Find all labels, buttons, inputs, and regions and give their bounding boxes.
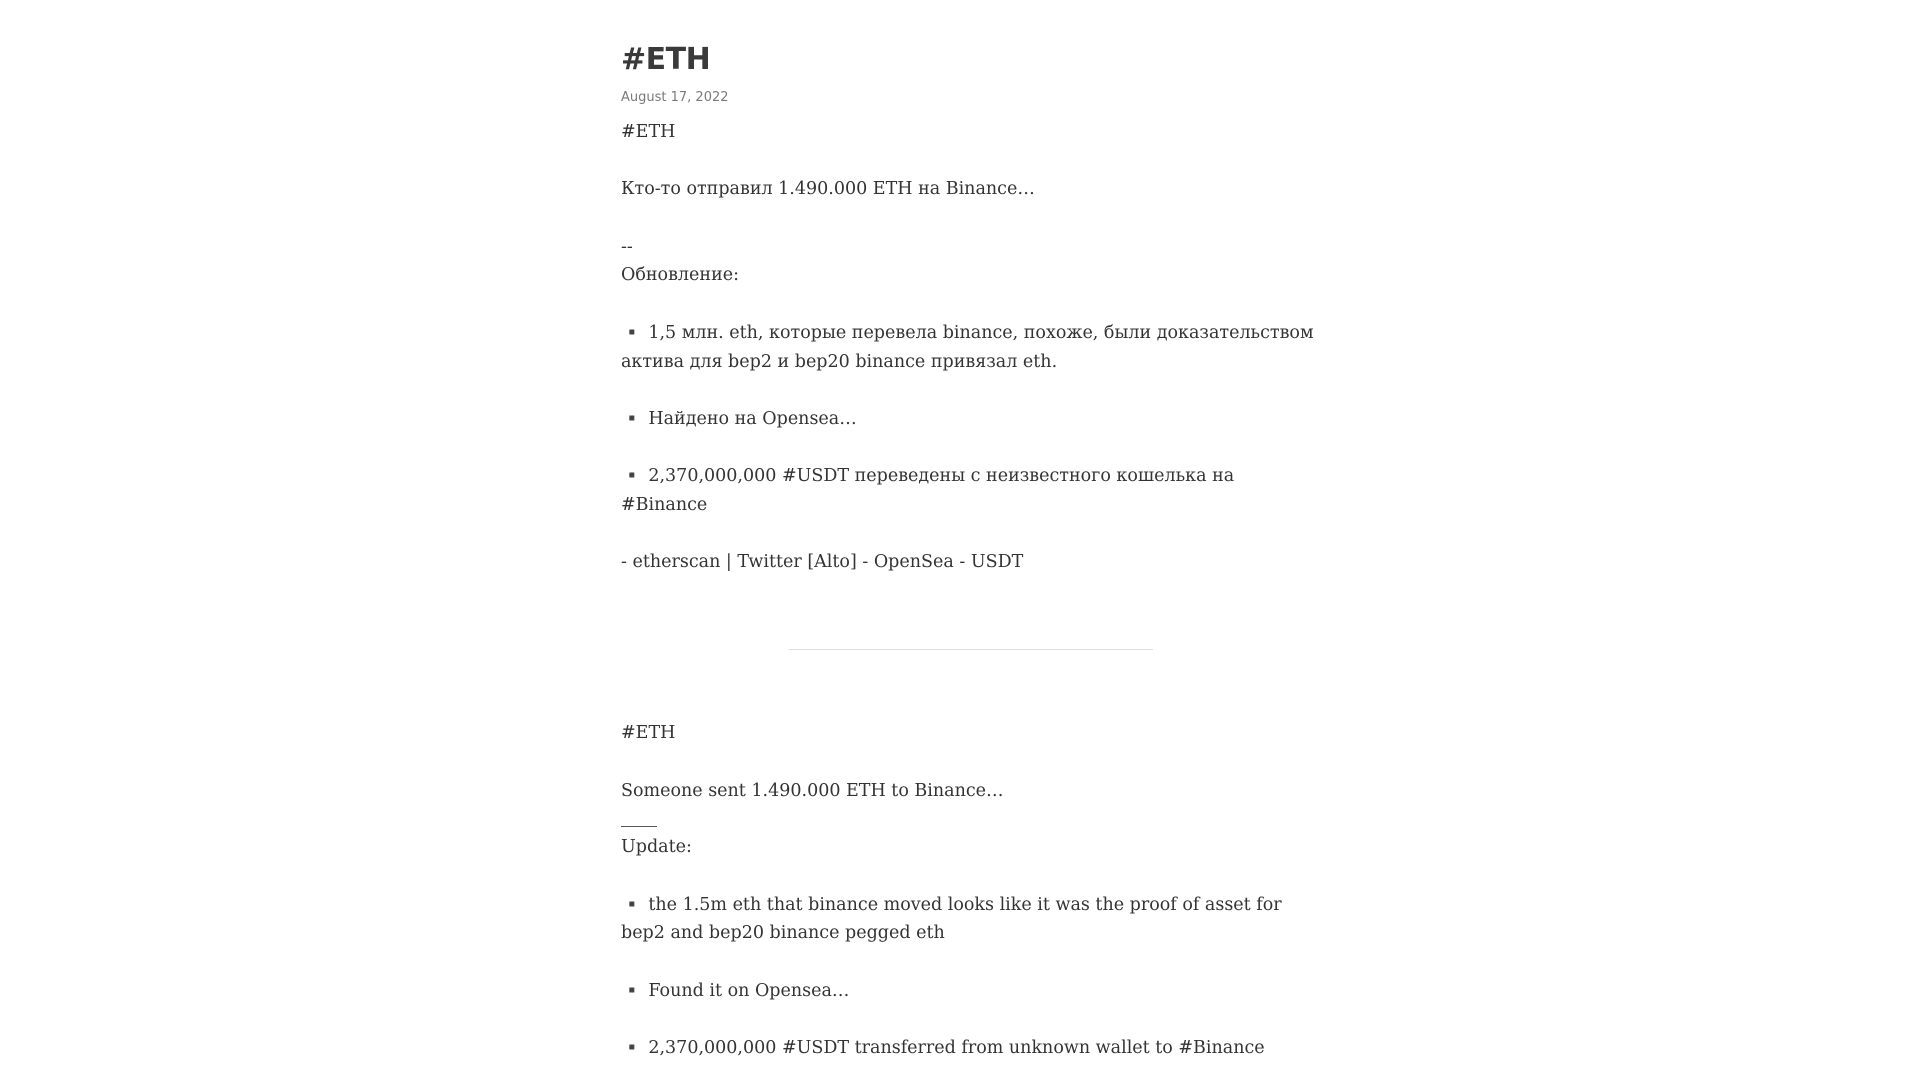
post-article (621, 0, 1321, 1063)
english-bullet-3: ▪️ 2,370,000,000 #USDT transferred from unknown wallet to #Binance (621, 1038, 1265, 1059)
russian-tag: #ETH (621, 122, 676, 142)
russian-bullet-1: ▪️ 1,5 млн. eth, которые перевела binance, похоже, были доказательством актива для bep2 и bep20 binance привязал eth. (621, 322, 1314, 372)
russian-separator: -- (621, 236, 633, 257)
russian-update-label: Обновление: (621, 265, 739, 286)
english-line-1: Someone sent 1.490.000 ETH to Binance… (621, 780, 1004, 801)
english-bullet-1: ▪️ the 1.5m eth that binance moved looks like it was the proof of asset for bep2 and bep20 binance pegged eth (621, 894, 1282, 944)
russian-bullet-3: ▪️ 2,370,000,000 #USDT переведены с неизвестного кошелька на #Binance (621, 466, 1235, 516)
section-divider (789, 649, 1153, 650)
russian-line-1: Кто-то отправил 1.490.000 ETH на Binance… (621, 179, 1035, 200)
english-bullet-2: ▪️ Found it on Opensea… (621, 980, 850, 1001)
english-section (621, 719, 1321, 1063)
russian-section (621, 118, 1321, 577)
post-title: #ETH (621, 42, 711, 77)
english-tag: #ETH (621, 723, 676, 744)
english-separator-line (621, 826, 657, 827)
russian-links: - etherscan | Twitter [Alto] - OpenSea - USDT (621, 552, 1024, 573)
post-date: August 17, 2022 (621, 90, 729, 105)
russian-bullet-2: ▪️ Найдено на Opensea… (621, 408, 857, 429)
english-update-label: Update: (621, 837, 692, 858)
